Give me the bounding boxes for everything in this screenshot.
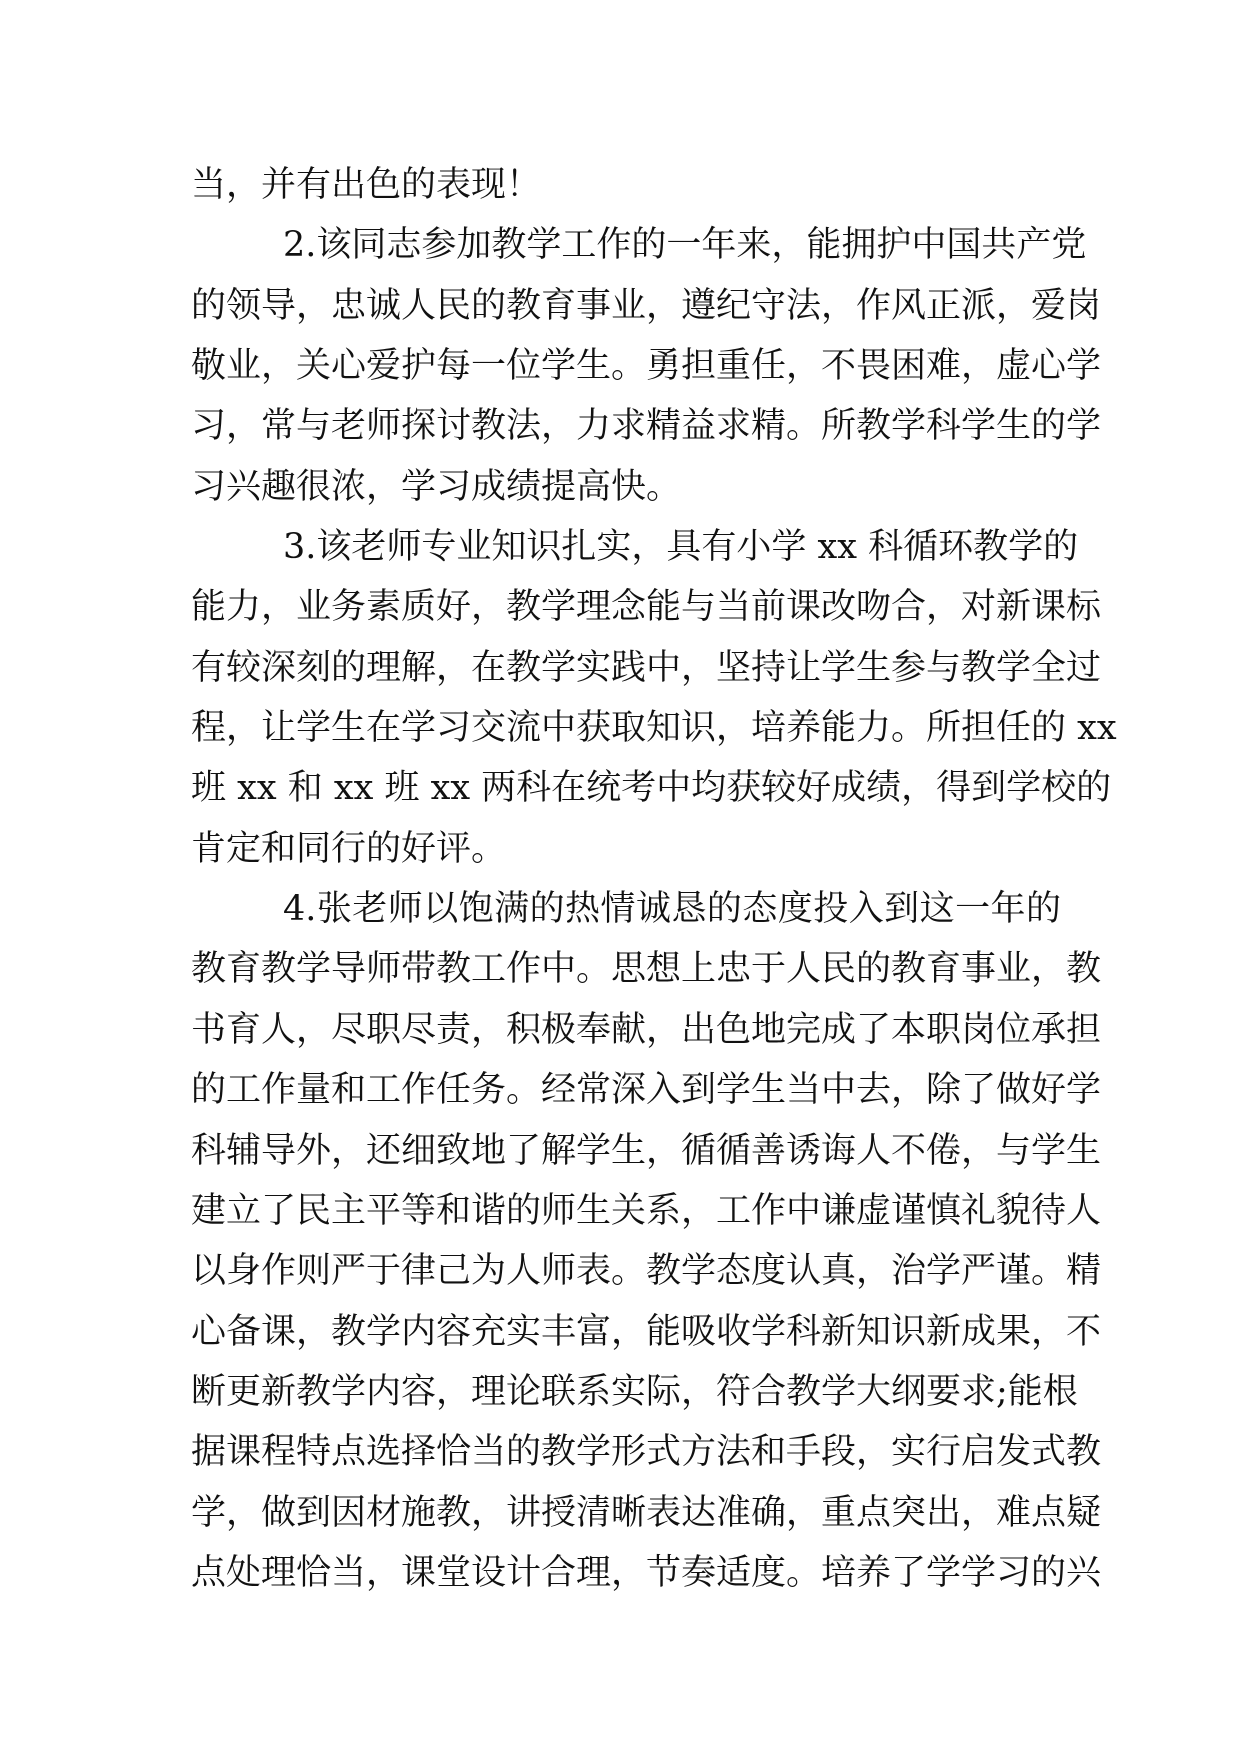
text-line: 敬业，关心爱护每一位学生。勇担重任，不畏困难，虚心学 <box>191 346 1102 387</box>
text-line: 4.张老师以饱满的热情诚恳的态度投入到这一年的 <box>283 889 1061 930</box>
text-line: 书育人，尽职尽责，积极奉献，出色地完成了本职岗位承担 <box>191 1009 1102 1050</box>
text-line: 科辅导外，还细致地了解学生，循循善诱诲人不倦，与学生 <box>191 1130 1102 1171</box>
text-line: 班 xx 和 xx 班 xx 两科在统考中均获较好成绩，得到学校的 <box>191 768 1112 809</box>
text-line: 的领导，忠诚人民的教育事业，遵纪守法，作风正派，爱岗 <box>191 285 1102 326</box>
text-line: 建立了民主平等和谐的师生关系，工作中谦虚谨慎礼貌待人 <box>191 1190 1102 1231</box>
text-line: 3.该老师专业知识扎实，具有小学 xx 科循环教学的 <box>283 527 1079 568</box>
body-text <box>191 155 1117 1603</box>
text-line: 习，常与老师探讨教法，力求精益求精。所教学科学生的学 <box>191 406 1102 447</box>
text-line: 点处理恰当，课堂设计合理，节奏适度。培养了学学习的兴 <box>191 1552 1102 1593</box>
text-line: 习兴趣很浓，学习成绩提高快。 <box>191 466 682 507</box>
text-line: 2.该同志参加教学工作的一年来，能拥护中国共产党 <box>283 225 1087 266</box>
text-line: 有较深刻的理解，在教学实践中，坚持让学生参与教学全过 <box>191 647 1102 688</box>
text-line: 当，并有出色的表现！ <box>191 165 542 205</box>
text-line: 学，做到因材施教，讲授清晰表达准确，重点突出，难点疑 <box>191 1492 1102 1533</box>
text-line: 据课程特点选择恰当的教学形式方法和手段，实行启发式教 <box>191 1432 1102 1473</box>
text-line: 断更新教学内容，理论联系实际，符合教学大纲要求;能根 <box>191 1371 1078 1412</box>
text-line: 心备课，教学内容充实丰富，能吸收学科新知识新成果，不 <box>191 1311 1102 1352</box>
text-line: 程，让学生在学习交流中获取知识，培养能力。所担任的 xx <box>191 708 1117 749</box>
text-line: 的工作量和工作任务。经常深入到学生当中去，除了做好学 <box>191 1070 1102 1111</box>
text-line: 教育教学导师带教工作中。思想上忠于人民的教育事业，教 <box>191 949 1102 990</box>
text-line: 能力，业务素质好，教学理念能与当前课改吻合，对新课标 <box>191 587 1102 628</box>
text-line: 以身作则严于律己为人师表。教学态度认真，治学严谨。精 <box>191 1251 1102 1292</box>
text-line: 肯定和同行的好评。 <box>191 828 507 869</box>
